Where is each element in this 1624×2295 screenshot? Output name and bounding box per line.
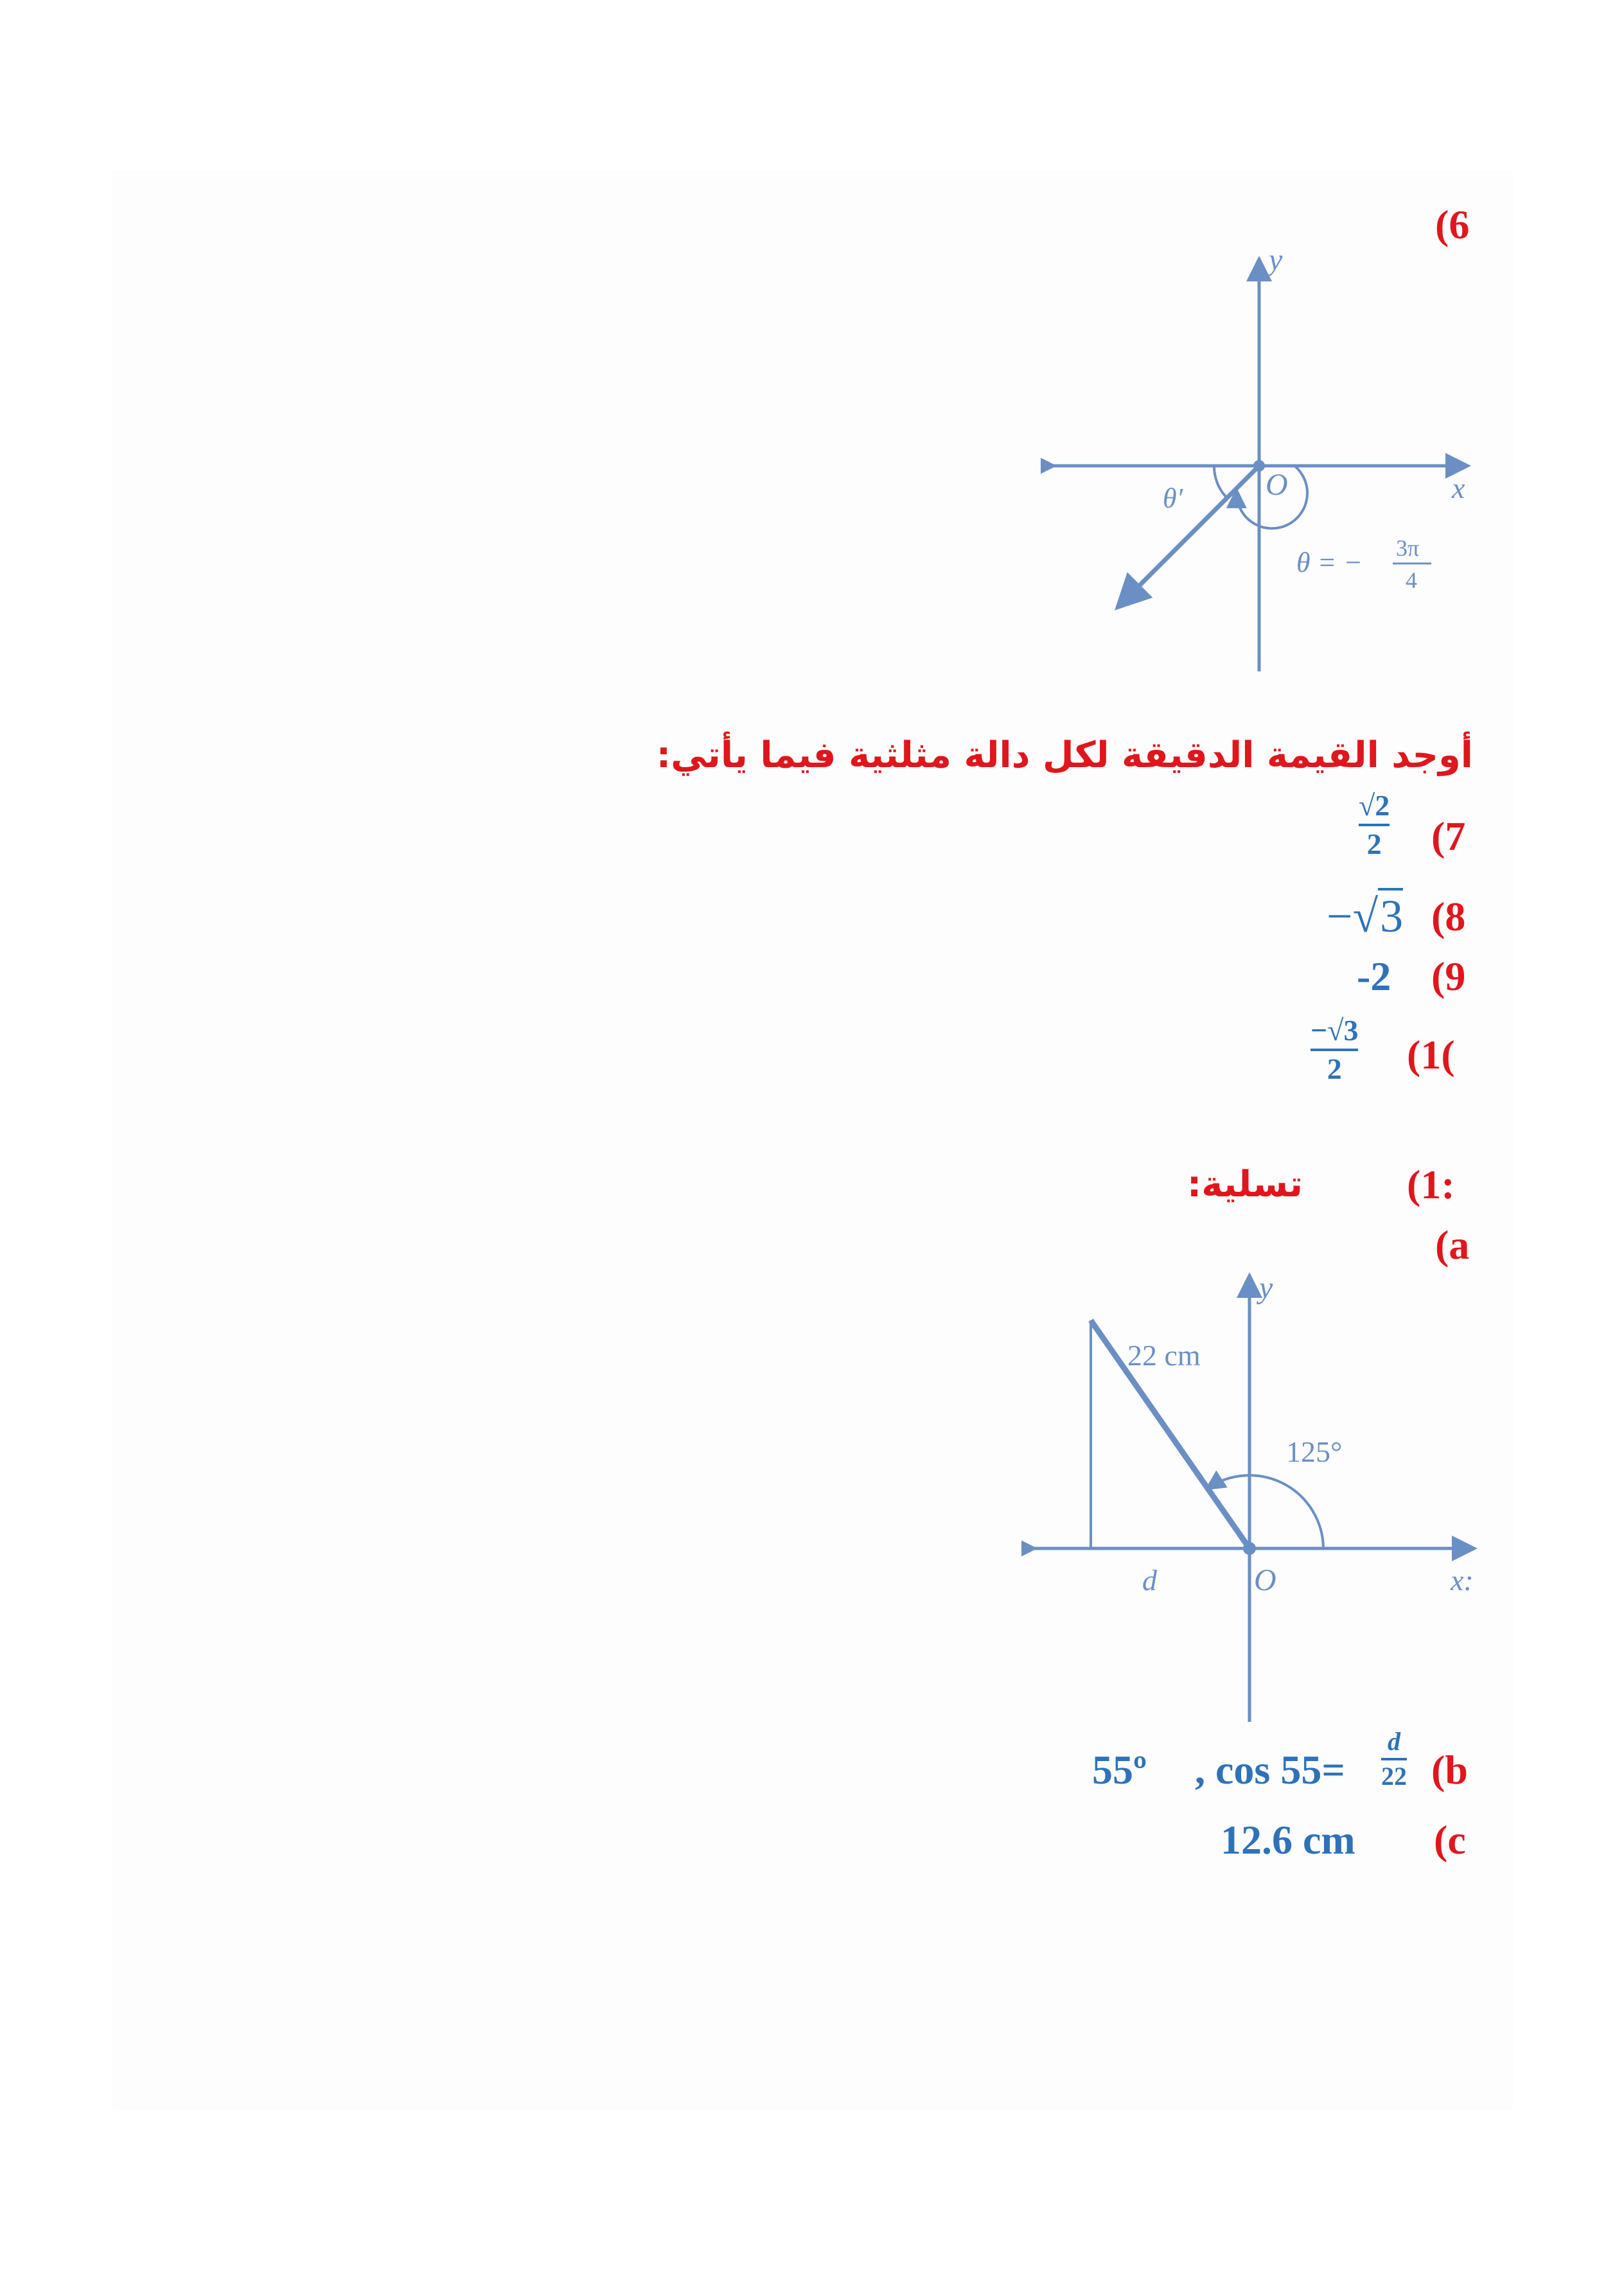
q11b-label: (b (1431, 1747, 1468, 1793)
q10-fraction-bar (1311, 1049, 1358, 1051)
q11-length-label: 22 cm (1127, 1339, 1201, 1372)
q11b-fraction-bar (1381, 1758, 1407, 1760)
q7-denominator: 2 (1366, 828, 1382, 861)
q11-angle-label: 125° (1286, 1435, 1343, 1468)
q10-answer-fraction (1311, 1015, 1358, 1085)
q8-radicand: 3 (1378, 888, 1403, 942)
q11-y-label: y (1259, 1271, 1273, 1305)
q9-answer: -2 (1357, 953, 1391, 999)
q11b-fraction-numerator: d (1388, 1727, 1400, 1756)
q6-origin-point (1253, 460, 1265, 472)
q7-fraction-bar (1359, 824, 1390, 826)
q10-denominator: 2 (1327, 1052, 1342, 1086)
q6-x-label: x (1452, 472, 1465, 504)
q11-origin-label: O (1254, 1563, 1276, 1597)
q11b-angle: 55º (1092, 1747, 1147, 1793)
q7-answer-fraction (1359, 790, 1390, 860)
q11-origin-point (1243, 1542, 1256, 1555)
q6-theta-numerator: 3π (1396, 535, 1420, 561)
q9-label: (9 (1431, 953, 1466, 999)
q11b-fraction-denominator: 22 (1381, 1762, 1407, 1791)
q7-numerator: √2 (1359, 789, 1390, 822)
q11-triangle-figure (1021, 1269, 1484, 1732)
q6-origin-label: O (1266, 468, 1288, 502)
q11-label: (1: (1407, 1162, 1455, 1207)
q10-numerator: −√3 (1311, 1014, 1359, 1047)
q8-minus-root: −√ (1327, 891, 1379, 942)
section-heading: أوجد القيمة الدقيقة لكل دالة مثلثية فيما يأتي: (656, 734, 1473, 776)
q11-x-label: x: (1451, 1564, 1474, 1597)
q8-label: (8 (1431, 894, 1466, 939)
q6-terminal-ray (1118, 466, 1259, 607)
q11c-label: (c (1434, 1817, 1466, 1863)
q6-angle-figure (1041, 247, 1490, 684)
q6-theta-expression: θ = − (1296, 547, 1363, 578)
q10-label: (1( (1407, 1032, 1455, 1077)
q6-theta-prime-arc (1214, 466, 1227, 498)
q11a-label: (a (1435, 1222, 1470, 1268)
q11-title: تسلية: (1187, 1164, 1303, 1205)
q6-label: (6 (1435, 202, 1470, 247)
q7-label: (7 (1431, 813, 1466, 859)
q8-answer (1327, 890, 1403, 943)
q11c-answer: 12.6 cm (1221, 1817, 1355, 1863)
q6-theta-prime-label: θ′ (1163, 483, 1183, 514)
q11b-cos-text: , cos 55= (1195, 1747, 1345, 1793)
q11b-fraction (1381, 1728, 1407, 1790)
q6-theta-denominator: 4 (1406, 567, 1417, 593)
q6-y-label: y (1269, 247, 1283, 277)
q11-side-d-label: d (1142, 1564, 1157, 1597)
